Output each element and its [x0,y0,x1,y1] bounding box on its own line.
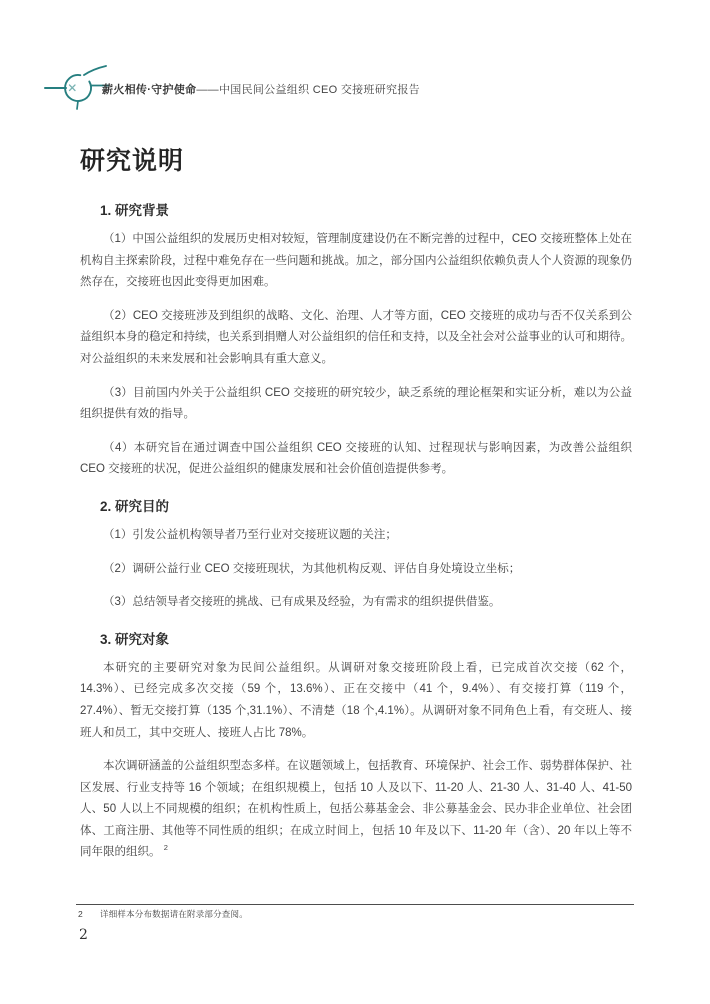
paragraph-with-footnote [80,756,632,864]
section-research-purpose [80,497,632,614]
paragraph: 本研究的主要研究对象为民间公益组织。从调研对象交接班阶段上看，已完成首次交接（62 个，14.3%）、已经完成多次交接（59 个，13.6%）、正在交接中（41 个，9.4%）、有交接打算（119 个，27.4%）、暂无交接打算（135 个,31.1%）、不清楚（18 个,4.1%）。从调研对象不同角色上看，有交班人、接班人和员工，其中交班人、接班人占比 78%。 [80,661,632,739]
report-brand-title: 薪火相传·守护使命 [102,84,197,96]
paragraph: （2）调研公益行业 CEO 交接班现状，为其他机构反观、评估自身处境设立坐标； [103,562,521,575]
footnote-marker: 2 [78,909,83,919]
paragraph: （3）目前国内外关于公益组织 CEO 交接班的研究较少，缺乏系统的理论框架和实证分析，难以为公益组织提供有效的指导。 [80,386,632,421]
section-research-background [80,201,632,481]
paragraph-text: 本次调研涵盖的公益组织型态多样。在议题领域上，包括教育、环境保护、社会工作、弱势群体保护、社区发展、行业支持等 16 个领域；在组织规模上，包括 10 人及以下、11-20 人、21-30 人、31-40 人、41-50 人、50 人以上不同规模的组织；在机构性质上，包括公募基金会、非公募基金会、民办非企业单位、社会团体、工商注册、其他等不同性质的组织；在成立时间上，包括 10 年及以下、11-20 年（含）、20 年以上等不同年限的组织。 [80,760,632,859]
footnote-text: 详细样本分布数据请在附录部分查阅。 [100,909,248,919]
running-header [102,79,420,97]
footnote-divider [76,904,634,905]
page-title: 研究说明 [80,147,185,175]
section-research-subjects [80,630,632,864]
page-number: 2 [79,927,88,943]
paragraph: （1）中国公益组织的发展历史相对较短，管理制度建设仍在不断完善的过程中，CEO 交接班整体上处在机构自主探索阶段，过程中难免存在一些问题和挑战。加之，部分国内公益组织依赖负责人个人资源的现象仍然存在，交接班也因此变得更加困难。 [80,233,633,289]
report-header [44,62,650,114]
paragraph: （3）总结领导者交接班的挑战、已有成果及经验，为有需求的组织提供借鉴。 [103,596,501,609]
paragraph: （1）引发公益机构领导者乃至行业对交接班议题的关注； [103,528,397,541]
footnote [78,908,248,920]
section-heading: 2. 研究目的 [100,498,170,514]
torch-passing-logo-icon [44,63,110,113]
report-subtitle: ——中国民间公益组织 CEO 交接班研究报告 [196,84,420,96]
paragraph: （2）CEO 交接班涉及到组织的战略、文化、治理、人才等方面，CEO 交接班的成功与否不仅关系到公益组织本身的稳定和持续，也关系到捐赠人对公益组织的信任和支持，以及全社会对公益事业的认可和期待。对公益组织的未来发展和社会影响具有重大意义。 [80,309,632,365]
section-heading: 1. 研究背景 [100,203,170,218]
section-heading: 3. 研究对象 [100,631,170,647]
footnote-reference: 2 [163,843,168,853]
paragraph: （4）本研究旨在通过调查中国公益组织 CEO 交接班的认知、过程现状与影响因素，为改善公益组织 CEO 交接班的状况，促进公益组织的健康发展和社会价值创造提供参考。 [80,441,632,476]
document-body [80,145,632,876]
